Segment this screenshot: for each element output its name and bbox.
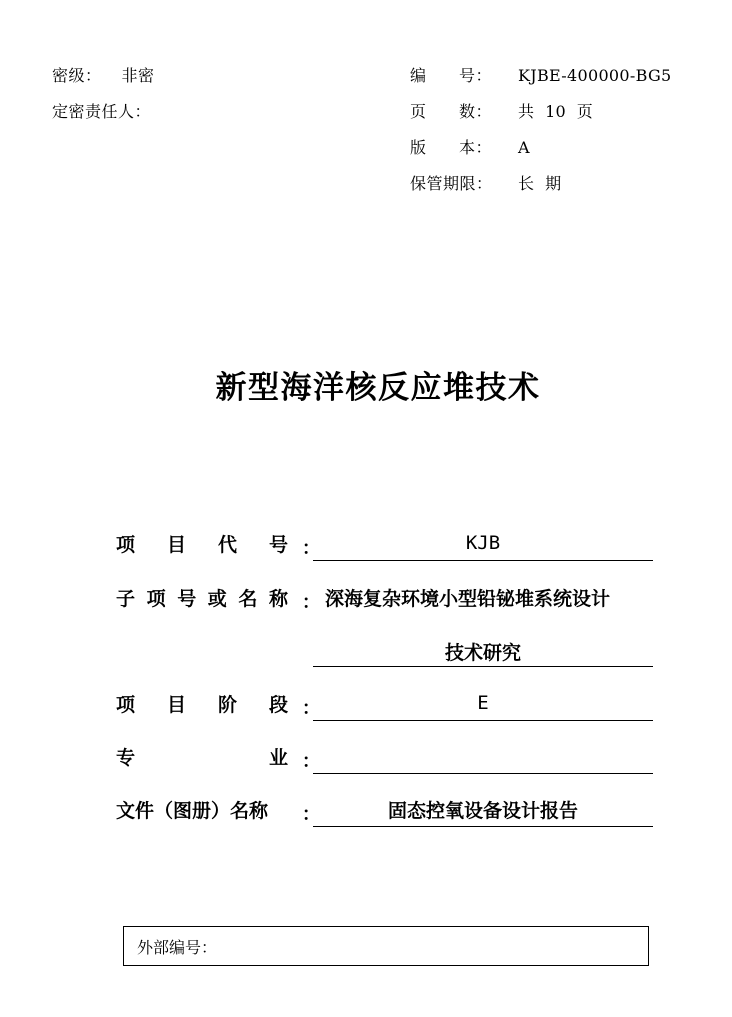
project-stage-colon: ： <box>302 698 320 719</box>
version-row <box>410 130 672 166</box>
responsible-person-label: 定密责任人： <box>52 102 152 121</box>
project-code-label <box>116 530 288 557</box>
subproject-colon: ： <box>302 592 320 613</box>
secret-level-label: 密级： <box>52 66 102 85</box>
label-char: 段 <box>268 694 288 716</box>
doc-number-label-part: 号： <box>458 66 492 85</box>
doc-number-row <box>410 58 672 94</box>
subproject-value-line1: 深海复杂环境小型铅铋堆系统设计 <box>325 588 611 610</box>
label-char: 项 <box>116 534 136 556</box>
external-number-label: 外部编号： <box>137 938 218 957</box>
doc-number-value: KJBE-400000-BG5 <box>518 66 672 85</box>
retention-row <box>410 166 672 202</box>
subproject-value-line2: 技术研究 <box>444 642 521 664</box>
page-count-label-part: 数： <box>458 102 492 121</box>
label-char: 目 <box>166 694 186 716</box>
specialty-label <box>116 743 288 770</box>
doc-number-label <box>410 58 492 94</box>
version-value: A <box>518 138 530 157</box>
label-char: 号 <box>177 588 197 610</box>
label-char: 或 <box>207 588 227 610</box>
label-char: 目 <box>166 534 186 556</box>
file-name-colon: ： <box>302 804 320 825</box>
specialty-underline <box>313 773 653 774</box>
file-name-label: 文件（图册）名称 <box>116 800 269 822</box>
project-code-colon: ： <box>302 538 320 559</box>
document-title: 新型海洋核反应堆技术 <box>215 370 541 406</box>
secret-level-row <box>52 58 155 94</box>
page-count-row <box>410 94 672 130</box>
label-char: 项 <box>146 588 166 610</box>
label-char: 代 <box>217 534 237 556</box>
project-stage-value: E <box>477 692 489 714</box>
header-left <box>52 58 155 130</box>
version-label-part: 本： <box>458 138 492 157</box>
external-number-box <box>123 926 649 966</box>
retention-value: 长 期 <box>518 174 562 193</box>
label-char: 号 <box>268 534 288 556</box>
version-label-part: 版 <box>410 138 427 157</box>
project-code-underline <box>313 560 653 561</box>
subproject-underline <box>313 666 653 667</box>
page-count-label <box>410 94 492 130</box>
header-right <box>410 58 672 202</box>
secret-level-value: 非密 <box>121 66 155 85</box>
file-name-value: 固态控氧设备设计报告 <box>387 800 578 822</box>
retention-label: 保管期限： <box>410 174 493 193</box>
file-name-underline <box>313 826 653 827</box>
project-stage-label <box>116 690 288 717</box>
project-code-value: KJB <box>465 532 501 554</box>
label-char: 项 <box>116 694 136 716</box>
label-char: 阶 <box>217 694 237 716</box>
version-label <box>410 130 492 166</box>
label-char: 业 <box>268 747 288 769</box>
page-count-value: 共 10 页 <box>518 102 594 121</box>
specialty-colon: ： <box>302 751 320 772</box>
page-count-label-part: 页 <box>410 102 427 121</box>
label-char: 名 <box>238 588 258 610</box>
project-stage-underline <box>313 720 653 721</box>
responsible-person-row <box>52 94 155 130</box>
label-char: 专 <box>116 747 136 769</box>
subproject-label <box>116 584 288 611</box>
label-char: 称 <box>268 588 288 610</box>
doc-number-label-part: 编 <box>410 66 427 85</box>
label-char: 子 <box>116 588 136 610</box>
